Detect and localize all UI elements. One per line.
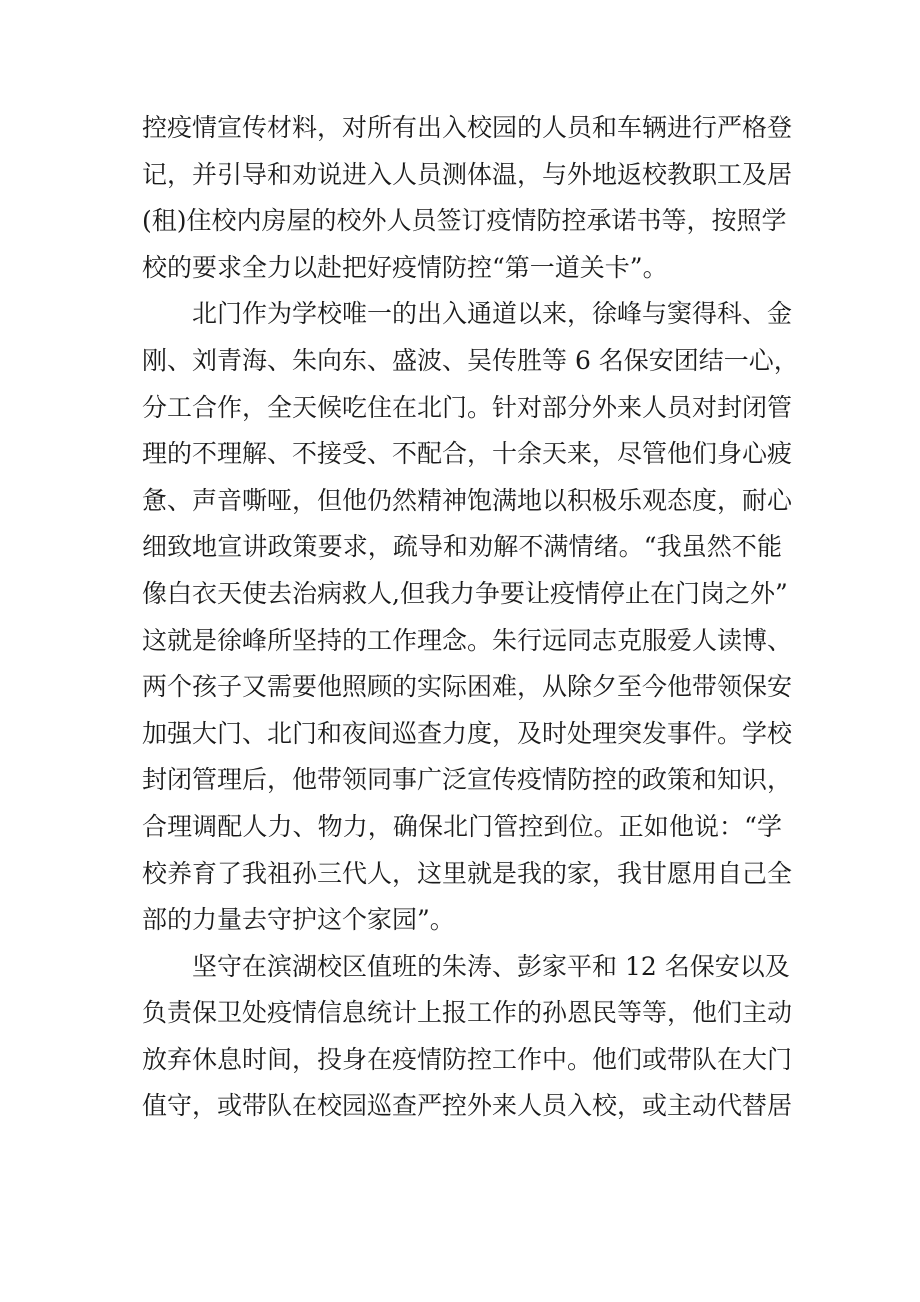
- text-line: 封闭管理后，他带领同事广泛宣传疫情防控的政策和知识，: [142, 765, 793, 795]
- text-line: 加强大门、北门和夜间巡查力度，及时处理突发事件。学校: [142, 718, 793, 748]
- text-line: 这就是徐峰所坚持的工作理念。朱行远同志克服爱人读博、: [142, 625, 793, 655]
- paragraph-3: [142, 944, 793, 1130]
- text-line: 细致地宣讲政策要求，疏导和劝解不满情绪。“我虽然不能: [142, 532, 782, 562]
- text-line: 部的力量去守护这个家园”。: [142, 905, 455, 935]
- text-line: 值守，或带队在校园巡查严控外来人员入校，或主动代替居: [142, 1091, 793, 1121]
- text-line: 理的不理解、不接受、不配合，十余天来，尽管他们身心疲: [142, 439, 793, 469]
- paragraph-2: [142, 291, 799, 943]
- text-line: 分工合作，全天候吃住在北门。针对部分外来人员对封闭管: [142, 392, 793, 422]
- paragraph-1: [142, 105, 793, 291]
- text-line: 负责保卫处疫情信息统计上报工作的孙恩民等等，他们主动: [142, 998, 793, 1028]
- text-line: 控疫情宣传材料，对所有出入校园的人员和车辆进行严格登: [142, 113, 793, 142]
- text-line: 放弃休息时间，投身在疫情防控工作中。他们或带队在大门: [142, 1044, 793, 1074]
- text-line: 合理调配人力、物力，确保北门管控到位。正如他说：“学: [142, 811, 782, 841]
- text-line: 刚、刘青海、朱向东、盛波、吴传胜等 6 名保安团结一心，: [142, 345, 799, 375]
- text-line: (租)住校内房屋的校外人员签订疫情防控承诺书等，按照学: [142, 206, 787, 236]
- text-line: 坚守在滨湖校区值班的朱涛、彭家平和 12 名保安以及: [192, 951, 790, 981]
- text-line: 记，并引导和劝说进入人员测体温，与外地返校教职工及居: [142, 159, 793, 189]
- text-line: 北门作为学校唯一的出入通道以来，徐峰与窦得科、金: [192, 299, 793, 329]
- text-line: 像白衣天使去治病救人,但我力争要让疫情停止在门岗之外”: [142, 578, 788, 608]
- text-line: 校养育了我祖孙三代人，这里就是我的家，我甘愿用自己全: [142, 858, 793, 888]
- document-body: [142, 105, 799, 1130]
- text-line: 两个孩子又需要他照顾的实际困难，从除夕至今他带领保安: [142, 672, 793, 702]
- text-line: 惫、声音嘶哑，但他仍然精神饱满地以积极乐观态度，耐心: [142, 485, 793, 515]
- text-line: 校的要求全力以赴把好疫情防控“第一道关卡”。: [142, 252, 668, 282]
